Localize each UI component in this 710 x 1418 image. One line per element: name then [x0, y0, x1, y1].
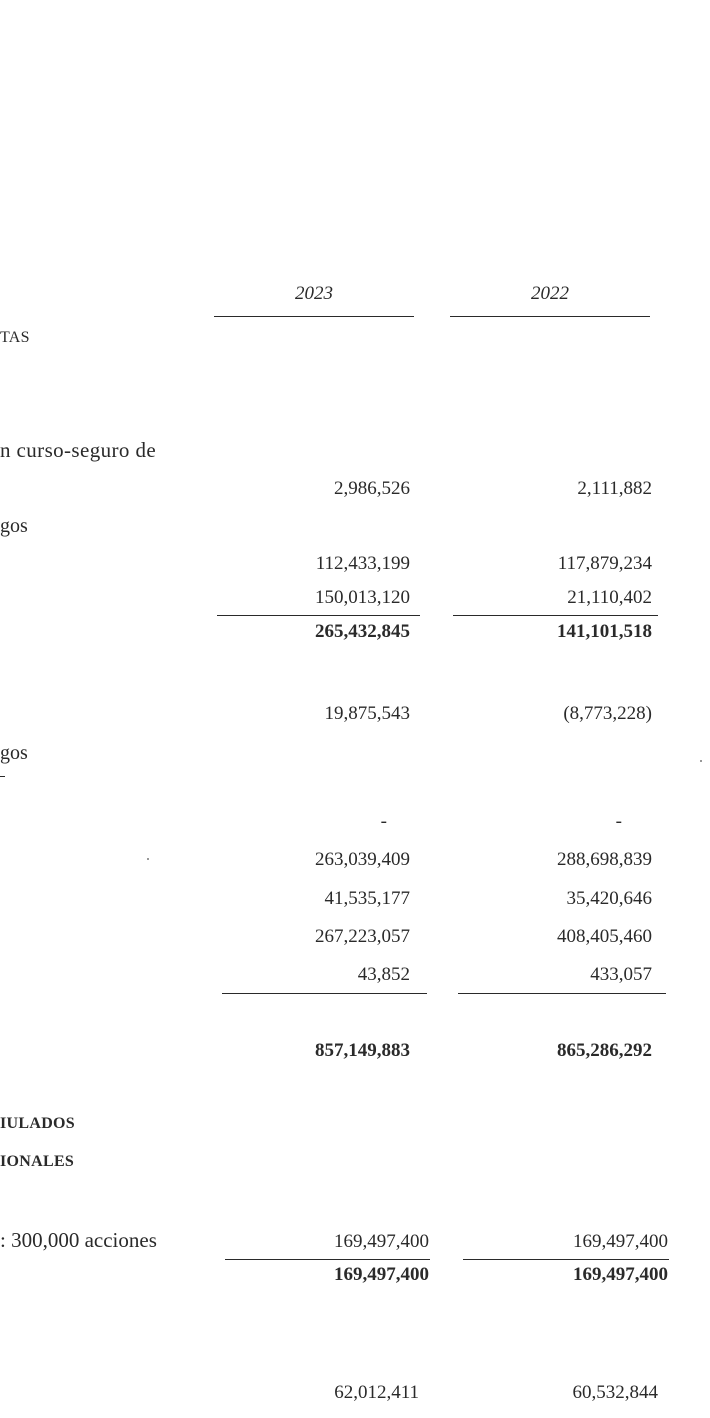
subtotal-2022: 141,101,518: [557, 621, 652, 642]
value-2023-row-8: 41,535,177: [324, 888, 410, 909]
value-2022-row-6: -: [615, 811, 622, 832]
section-heading-fragment-2: IONALES: [0, 1153, 75, 1170]
value-2022-row-9: 408,405,460: [557, 926, 652, 947]
value-2022-row-5: (8,773,228): [563, 703, 652, 724]
section-heading-fragment: TAS: [0, 329, 30, 346]
header-rule-2022: [450, 316, 650, 317]
value-2023-row-9: 267,223,057: [315, 926, 410, 947]
total-rule-2022: [458, 993, 666, 994]
value-2023-row-3: 150,013,120: [315, 587, 410, 608]
column-header-2023: 2023: [295, 283, 333, 304]
subtotal-rule-2022: [453, 615, 658, 616]
value-2022-row-2: 117,879,234: [557, 553, 652, 574]
value-2022-row-1: 2,111,882: [577, 478, 652, 499]
subtotal-2023: 265,432,845: [315, 621, 410, 642]
capital-rule-2022: [463, 1259, 669, 1260]
value-2023-row-6: -: [380, 811, 387, 832]
value-2022-row-10: 433,057: [590, 964, 652, 985]
capital-total-2022: 169,497,400: [573, 1264, 668, 1285]
value-2023-row-2: 112,433,199: [315, 553, 410, 574]
value-2022-row-12: 169,497,400: [573, 1231, 668, 1252]
total-rule-2023: [222, 993, 427, 994]
row-label-acciones: : 300,000 acciones: [0, 1228, 157, 1252]
value-2022-row-14: 60,532,844: [572, 1382, 658, 1403]
total-2022: 865,286,292: [557, 1040, 652, 1061]
total-2023: 857,149,883: [315, 1040, 410, 1061]
value-2023-row-1: 2,986,526: [334, 478, 410, 499]
row-label-curso-seguro: n curso-seguro de: [0, 438, 157, 462]
value-2022-row-3: 21,110,402: [567, 587, 652, 608]
subtotal-rule-2023: [217, 615, 420, 616]
scan-mark: [0, 776, 5, 777]
section-heading-fragment-1: IULADOS: [0, 1115, 76, 1132]
capital-total-2023: 169,497,400: [334, 1264, 429, 1285]
value-2022-row-8: 35,420,646: [566, 888, 652, 909]
scan-speck: [700, 760, 702, 762]
header-rule-2023: [214, 316, 414, 317]
capital-rule-2023: [225, 1259, 430, 1260]
value-2023-row-7: 263,039,409: [315, 849, 410, 870]
row-label-gos-1: gos: [0, 515, 28, 537]
row-label-gos-2: gos: [0, 742, 28, 764]
value-2022-row-7: 288,698,839: [557, 849, 652, 870]
value-2023-row-12: 169,497,400: [334, 1231, 429, 1252]
scan-speck: [147, 858, 149, 860]
value-2023-row-14: 62,012,411: [334, 1382, 419, 1403]
value-2023-row-10: 43,852: [357, 964, 410, 985]
value-2023-row-5: 19,875,543: [324, 703, 410, 724]
column-header-2022: 2022: [531, 283, 569, 304]
